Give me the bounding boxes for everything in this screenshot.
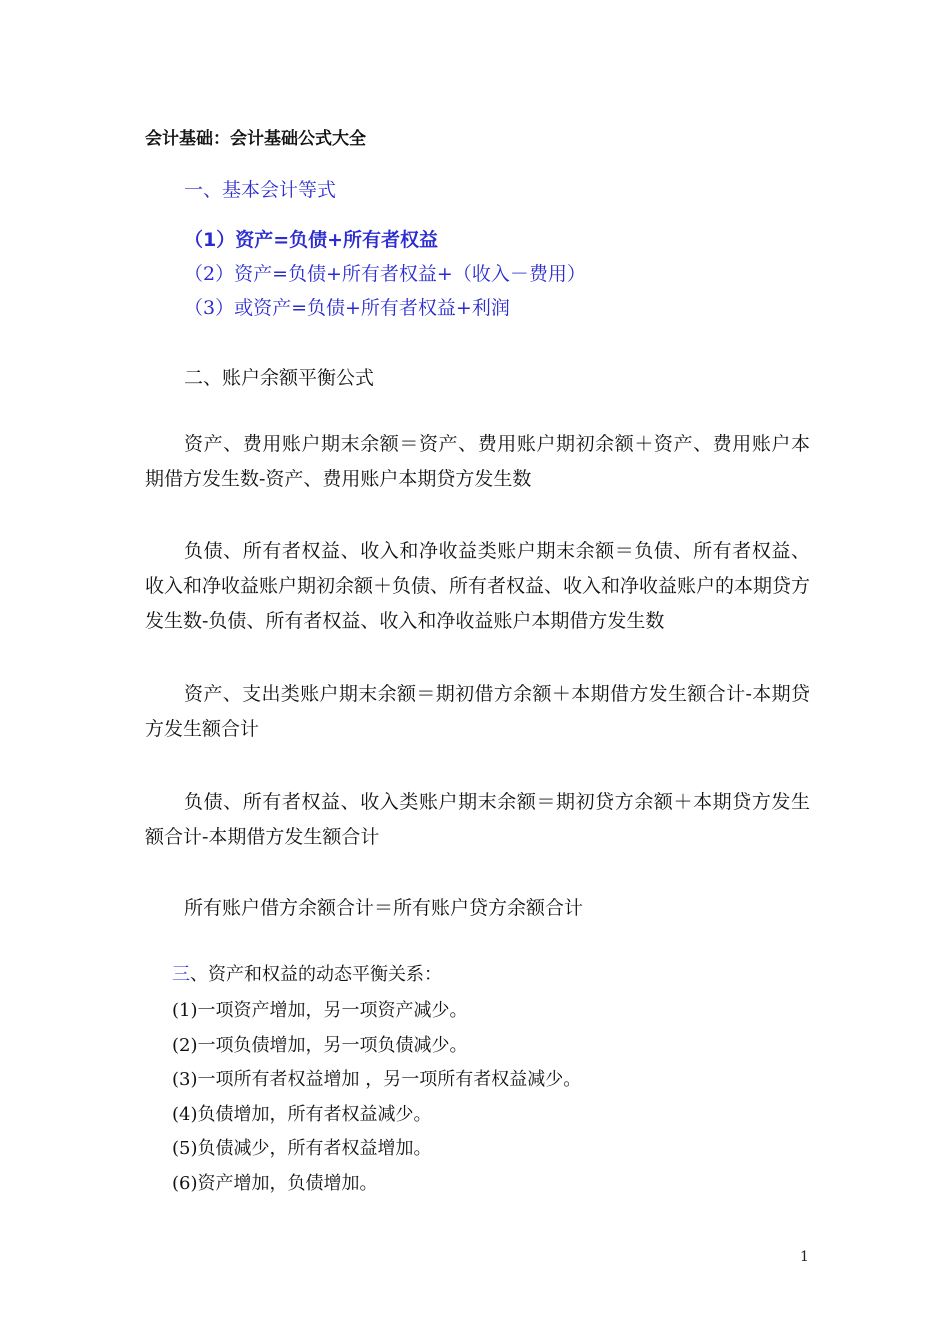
section3-heading-number: 三 — [172, 964, 190, 985]
balance-paragraph-5: 所有账户借方余额合计＝所有账户贷方余额合计 — [184, 897, 584, 919]
list-item: (6)资产增加，负债增加。 — [172, 1172, 378, 1194]
balance-paragraph-1: 资产、费用账户期末余额＝资产、费用账户期初余额＋资产、费用账户本期借方发生数-资产、费用账户本期贷方发生数 — [145, 433, 810, 490]
list-item: (4)负债增加，所有者权益减少。 — [172, 1103, 432, 1125]
formula-1: （1）资产=负债+所有者权益 — [184, 229, 439, 251]
section1-heading: 一、基本会计等式 — [184, 179, 337, 201]
section2-heading: 二、账户余额平衡公式 — [184, 367, 375, 389]
formula-2: （2）资产=负债+所有者权益+（收入－费用） — [184, 263, 586, 285]
section3-heading-text: 、资产和权益的动态平衡关系： — [190, 964, 442, 985]
page-number: 1 — [800, 1249, 809, 1265]
balance-paragraph-2: 负债、所有者权益、收入和净收益类账户期末余额＝负债、所有者权益、收入和净收益账户期初余额＋负债、所有者权益、收入和净收益账户的本期贷方发生数-负债、所有者权益、收入和净收益账户本期借方发生数 — [145, 540, 811, 632]
section3-heading — [172, 960, 442, 986]
list-item: (1)一项资产增加，另一项资产减少。 — [172, 1000, 468, 1021]
balance-paragraph-4: 负债、所有者权益、收入类账户期末余额＝期初贷方余额＋本期贷方发生额合计-本期借方发生额合计 — [145, 791, 810, 848]
list-item: (2)一项负债增加，另一项负债减少。 — [172, 1034, 468, 1056]
balance-paragraph-3: 资产、支出类账户期末余额＝期初借方余额＋本期借方发生额合计-本期贷方发生额合计 — [145, 683, 810, 740]
formula-3: （3）或资产=负债+所有者权益+利润 — [184, 297, 510, 319]
document-title: 会计基础：会计基础公式大全 — [145, 129, 366, 149]
relation-list — [172, 994, 581, 1201]
list-item: (3)一项所有者权益增加 ，另一项所有者权益减少。 — [172, 1069, 582, 1090]
list-item: (5)负债减少，所有者权益增加。 — [172, 1138, 432, 1159]
